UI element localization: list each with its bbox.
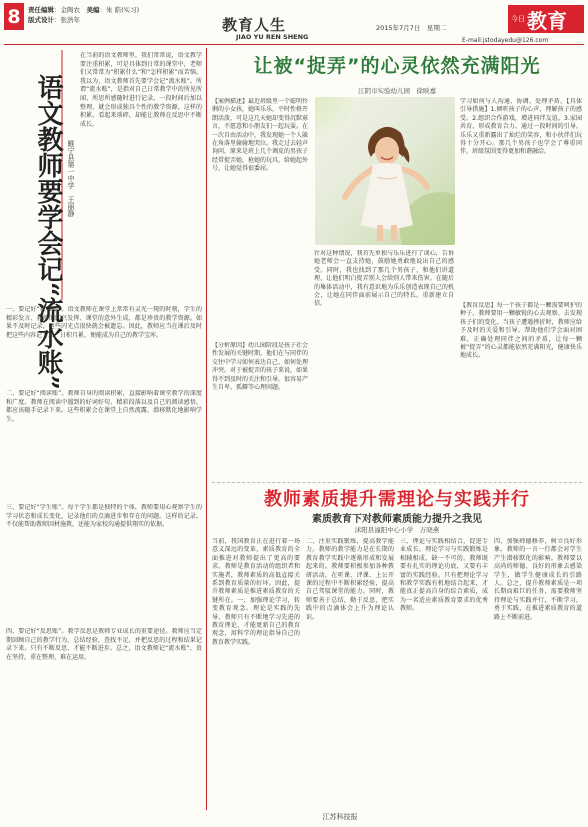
- publication-footer: 江苏科技报: [322, 813, 358, 821]
- left-text-block-3: 二、要记好“阅读账”。教师自身的阅读积累，直接影响着课堂教学的深度和广度。教师在阅读中遇到的好词好句、精彩段落以及自己的阅读感悟，都应该随手记录下来。这些积累会在课堂上自然流露，潜移默化地影响学生。: [6, 390, 202, 423]
- article1-title: 让被“捉弄”的心灵依然充满阳光: [253, 55, 541, 77]
- child-photo: [315, 97, 455, 245]
- article1-col1: 【案例描述】最近班级里一个聪明伶俐的小女孩，她叫乐乐，平时性格开朗活泼，可是这几天她却变得沉默寡言，不愿意和小朋友们一起玩耍。在一次自由活动中，我发现她一个人躲在角落里偷偷地哭泣。我走过去轻声询问，原来是班上几个调皮的男孩子经常捉弄她，抢她的玩具，给她起外号，让她觉得很委屈。: [212, 98, 308, 173]
- article2-author: 沭阳县潼阳中心小学 万晓燕: [354, 526, 440, 534]
- logo-small-text: 今日: [511, 14, 525, 23]
- article2-col3: 三、理论与实践相结合，促进专业成长。理论学习与实践锻炼是相辅相成、缺一不可的。教师既要有扎实的理论功底，又要有丰富的实践经验。只有把理论学习和教学实践有机地结合起来，才能真正提高自身的综合素质，成为一名适应素质教育要求的优秀教师。: [400, 538, 488, 613]
- issue-date: 2015年7月7日 星期二: [376, 24, 447, 32]
- left-article-title: 语文教师要学会记“流水账”: [33, 74, 63, 390]
- jinri-jiaoyu-logo: [508, 5, 584, 33]
- article2-col2: 二、注重实践锻炼，提高教学能力。教师的教学能力是在长期的教育教学实践中逐渐形成和发展起来的。教师要积极参加各种教研活动，在听课、评课、上公开课的过程中不断积累经验，提高自己驾驭课堂的能力。同时，教师要善于总结，勤于反思，把实践中的点滴体会上升为理论认识。: [306, 538, 394, 621]
- section-title-en: JIAO YU REN SHENG: [236, 33, 309, 41]
- article1-col4: 【教育反思】每一个孩子都是一颗需要呵护的种子，教师要用一颗敏锐的心去观察、去发现孩子们的变化。当孩子遭遇挫折时，教师应给予及时的关爱和引导，帮助他们学会面对困难，正确处理同伴之间的矛盾，让每一颗被“捉弄”的心灵都能依然充满阳光，健康快乐地成长。: [460, 302, 582, 360]
- article1-col1b: 【分析原因】幼儿园阶段是孩子社会性发展的关键时期，他们在与同伴的交往中学习如何表达自己、如何处理冲突。对于被捉弄的孩子来说，如果得不到及时的关注和引导，很容易产生自卑、孤僻等心理问题。: [212, 342, 308, 392]
- article1-author: 江阴市实验幼儿园 徐映嘉: [358, 87, 436, 95]
- left-text-block-1: 在当前的语文教师里，我们常常说，语文教学要注重积累，可是具体到日常的课堂中，老师们又常常为“积累什么”和“怎样积累”而苦恼。我以为，语文教师首先要学会记“流水账”。所谓“流水账”，是指对自己日常教学中的所见所闻、所思所感随时进行记录，一段时间后加以整理，就会形成独具个性的教学资源。这样的积累，看起来琐碎，却能让教师在反思中不断成长。: [80, 52, 202, 128]
- header-rule: [4, 44, 584, 45]
- left-text-block-2: 一、要记好“教学账”。语文教师在课堂上常常有灵光一现的时刻，学生的精彩发言、教师的即兴发挥、课堂的意外生成，都是珍贵的教学资源。如果不及时记录，这些闪光点很快就会被遗忘。因此，教师应当在课后及时把这些内容记下来，日积月累，便能成为自己的教学宝库。: [6, 306, 202, 339]
- article2-title: 教师素质提升需理论与实践并行: [264, 489, 530, 510]
- article1-col3: 学习如何与人沟通、协调、处理矛盾。【具体引导措施】1.倾听孩子的心声，理解孩子的感受。2.组织合作游戏，增进同伴友谊。3.家园共育，形成教育合力。通过一段时间的引导，乐乐又重新露出了灿烂的笑容，和小伙伴们玩得十分开心。那几个男孩子也学会了尊重同伴，班级氛围变得更加和谐融洽。: [460, 98, 582, 156]
- editor-line-2: 版式设计：张浩年: [28, 16, 80, 24]
- article1-col2: 针对这种情况，我首先单独与乐乐进行了谈心，告诉她老师会一直支持她，鼓励她勇敢地说出自己的感受。同时，我也找到了那几个男孩子，和他们讲道理，让他们明白捉弄别人会给别人带来伤害。在随后的集体活动中，我有意识地为乐乐创造表现自己的机会，让她在同伴面前展示自己的特长，重新建立自信。: [314, 250, 454, 308]
- section-separator: [212, 482, 582, 483]
- left-text-block-4: 三、要记好“学生账”。每个学生都是独特的个体，教师要用心观察学生的学习状态和成长变化，记录他们的点滴进步和存在的问题。这样的记录，不仅能帮助教师因材施教，还能为家校沟通提供翔实的依据。: [6, 504, 202, 529]
- section-title: 教育人生: [222, 16, 287, 34]
- child-photo-illustration: [315, 97, 455, 245]
- left-text-block-5: 四、要记好“反思账”。教学反思是教师专业成长的重要途径。教师应当定期回顾自己的教学行为，总结经验，查找不足，并把反思的过程和结果记录下来。只有不断反思，才能不断进步。总之，语文教师记“流水账”，贵在坚持，重在整理，难在运用。: [6, 628, 202, 661]
- left-article-byline: 睢宁县第一中学 王丽静: [67, 140, 75, 217]
- page-number: 8: [4, 3, 24, 30]
- editor-line-1: 责任编辑：金陶农 美编：朱 皓(实习): [28, 6, 140, 14]
- article2-col4: 四、加强师德修养，树立良好形象。教师的一言一行都会对学生产生潜移默化的影响。教师要以高尚的师德、良好的形象去感染学生，做学生健康成长的引路人。总之，提升教师素质是一项长期而艰巨的任务，需要教师坚持理论与实践并行，不断学习，勇于实践，在推进素质教育的道路上不断前进。: [494, 538, 582, 621]
- editor-credits: [28, 5, 228, 25]
- article2-col1: 当前，我国教育正在进行着一场意义深远的变革，素质教育的全面推进对教师提出了更高的要求。教师是教育活动的组织者和实施者，教师素质的高低直接关系到教育质量的好坏。因此，提升教师素质是推进素质教育的关键所在。一、加强理论学习，转变教育观念。理论是实践的先导，教师只有不断地学习先进的教育理论，才能更新自己的教育观念，用科学的理论指导自己的教育教学实践。: [212, 538, 300, 646]
- column-divider: [206, 48, 207, 810]
- logo-big-text: 教育: [527, 8, 567, 33]
- article2-subtitle: 素质教育下对教师素质能力提升之我见: [312, 514, 482, 525]
- contact-email[interactable]: E-mail:jstodayedu@126.com: [462, 37, 549, 44]
